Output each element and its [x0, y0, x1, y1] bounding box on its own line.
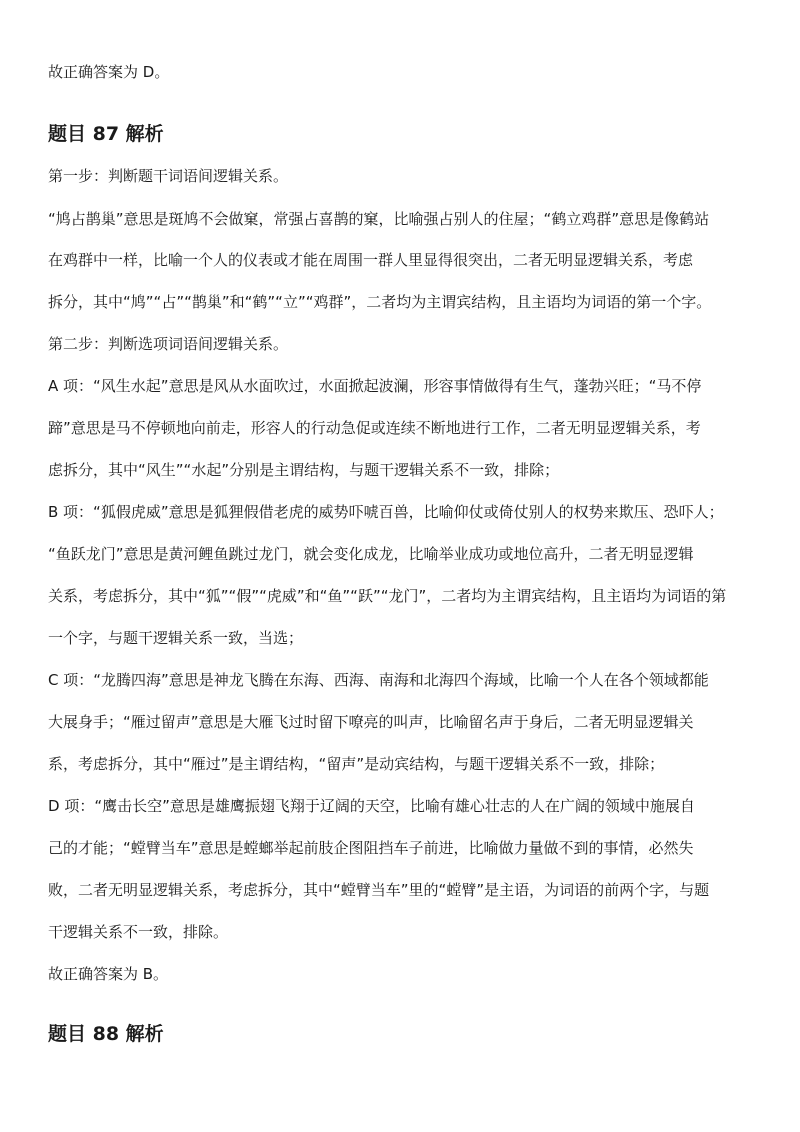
- paragraph-line: 在鸡群中一样，比喻一个人的仪表或才能在周围一群人里显得很突出，二者无明显逻辑关系，考虑: [48, 251, 694, 269]
- option-d-line: 干逻辑关系不一致，排除。: [48, 923, 229, 941]
- option-a-line: 虑拆分，其中“风生”“水起”分别是主谓结构，与题干逻辑关系不一致，排除；: [48, 461, 560, 479]
- option-c-line: 大展身手；“雁过留声”意思是大雁飞过时留下嘹亮的叫声，比喻留名声于身后，二者无明显逻辑关: [48, 713, 694, 731]
- option-d-line: D 项：“鹰击长空”意思是雄鹰振翅飞翔于辽阔的天空，比喻有雄心壮志的人在广阔的领域中施展自: [48, 797, 695, 815]
- option-c-line: C 项：“龙腾四海”意思是神龙飞腾在东海、西海、南海和北海四个海域，比喻一个人在各个领域都能: [48, 671, 709, 689]
- answer-conclusion: 故正确答案为 B。: [48, 965, 169, 983]
- paragraph-line: “鸠占鹊巢”意思是斑鸠不会做窠，常强占喜鹊的窠，比喻强占别人的住屋；“鹤立鸡群”意思是像鹤站: [48, 210, 710, 228]
- option-b-line: B 项：“狐假虎威”意思是狐狸假借老虎的威势吓唬百兽，比喻仰仗或倚仗别人的权势来欺压、恐吓人；: [48, 503, 724, 521]
- option-a-line: 蹄”意思是马不停顿地向前走，形容人的行动急促或连续不断地进行工作，二者无明显逻辑关系，考: [48, 419, 701, 437]
- step-one-text: 第一步：判断题干词语间逻辑关系。: [48, 167, 289, 185]
- answer-conclusion: 故正确答案为 D。: [48, 63, 170, 81]
- step-two-text: 第二步：判断选项词语间逻辑关系。: [48, 335, 289, 353]
- option-c-line: 系，考虑拆分，其中“雁过”是主谓结构，“留声”是动宾结构，与题干逻辑关系不一致，排除；: [48, 755, 665, 773]
- option-d-line: 败，二者无明显逻辑关系，考虑拆分，其中“螳臂当车”里的“螳臂”是主语，为词语的前两个字，与题: [48, 881, 710, 899]
- question-87-heading: 题目 87 解析: [48, 123, 164, 145]
- option-b-line: 关系，考虑拆分，其中“狐”“假”“虎威”和“鱼”“跃”“龙门”，二者均为主谓宾结构，且主语均为词语的第: [48, 587, 727, 605]
- option-a-line: A 项：“风生水起”意思是风从水面吹过，水面掀起波澜，形容事情做得有生气，蓬勃兴旺；“马不停: [48, 377, 702, 395]
- option-b-line: 一个字，与题干逻辑关系一致，当选；: [48, 629, 304, 647]
- paragraph-line: 拆分，其中“鸠”“占”“鹊巢”和“鹤”“立”“鸡群”，二者均为主谓宾结构，且主语均为词语的第一个字。: [48, 293, 712, 311]
- question-88-heading: 题目 88 解析: [48, 1023, 164, 1045]
- option-d-line: 己的才能；“螳臂当车”意思是螳螂举起前肢企图阻挡车子前进，比喻做力量做不到的事情，必然失: [48, 839, 694, 857]
- option-b-line: “鱼跃龙门”意思是黄河鲤鱼跳过龙门，就会变化成龙，比喻举业成功或地位高升，二者无明显逻辑: [48, 545, 694, 563]
